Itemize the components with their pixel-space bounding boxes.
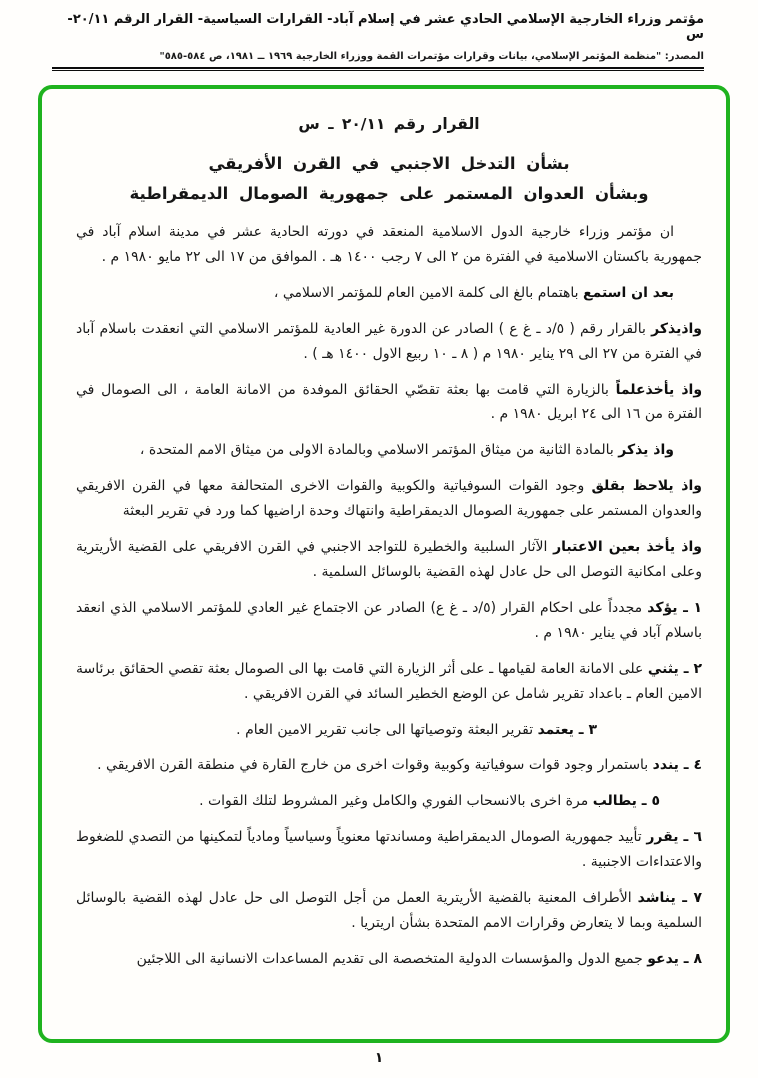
paragraph-clause: [76, 281, 702, 306]
page-number: ١: [374, 1050, 384, 1066]
paragraph-text: مرة اخرى بالانسحاب الفوري والكامل وغير المشروط لتلك القوات .: [199, 793, 589, 810]
paragraph-clause: [76, 317, 702, 367]
paragraph-lead: بعد ان استمع: [583, 284, 674, 301]
paragraph-item-2: [76, 657, 702, 707]
document-frame: [38, 85, 730, 1043]
paragraph-lead: ٥ ـ يطالب: [592, 793, 660, 810]
resolution-subject-line2: وبشأن العدوان المستمر على جمهورية الصومال الديمقراطية: [129, 184, 649, 203]
paragraph-text: تأييد جمهورية الصومال الديمقراطية ومساندتها معنوياً وسياسياً ومادياً لتمكينها من التصدي للضغوط والاعتداءات الاجنبية .: [76, 829, 702, 871]
paragraph-lead: ٧ ـ يناشد: [637, 890, 702, 907]
header-source: المصدر: "منظمة المؤتمر الإسلامي، بيانات وقرارات مؤتمرات القمة ووزراء الخارجية ١٩٦٩ ــ ١٩٨١، ص ٥٨٤-٥٨٥": [159, 51, 704, 62]
paragraph-lead: ٦ ـ يقرر: [646, 829, 703, 846]
paragraph-text: تقرير البعثة وتوصياتها الى جانب تقرير الامين العام .: [236, 721, 534, 738]
paragraph-preamble: [76, 220, 702, 270]
paragraph-item-1: [76, 596, 702, 646]
header-divider: [52, 67, 704, 71]
paragraph-clause: [76, 438, 702, 463]
paragraph-text: الآثار السلبية والخطيرة للتواجد الاجنبي في القرن الافريقي على القضية الأريترية وعلى امكانية التوصل الى حل عادل لهذه القضية بالوسائل السلمية .: [76, 539, 702, 580]
paragraph-text: وجود القوات السوفياتية والكوبية والقوات الاخرى المتحالفة معها في القرن الافريقي والعدوان المستمر على جمهورية الصومال الديمقراطية وانتهاك وحدة اراضيها كما ورد في تقرير البعثة: [76, 478, 702, 520]
paragraph-lead: ٣ ـ يعتمد: [537, 721, 597, 738]
paragraph-clause: [76, 474, 702, 524]
paragraph-text: باهتمام بالغ الى كلمة الامين العام للمؤتمر الاسلامي ،: [273, 284, 579, 301]
paragraph-text: بالمادة الثانية من ميثاق المؤتمر الاسلامي وبالمادة الاولى من ميثاق الامم المتحدة ،: [139, 442, 614, 459]
paragraph-lead: واذ يلاحظ بقلق: [591, 478, 702, 495]
paragraph-lead: واذ يأخذعلماً: [615, 381, 703, 398]
paragraph-text: على الامانة العامة لقيامها ـ على أثر الزيارة التي قامت بها الى الصومال بعثة تقصي الحقائق برئاسة الامين العام ـ باعداد تقرير شامل عن الوضع الخطير السائد في القرن الافريقي .: [76, 660, 702, 702]
paragraph-item-6: [76, 825, 702, 875]
resolution-number: القرار رقم ٢٠/١١ ـ س: [298, 115, 480, 133]
header-citation: مؤتمر وزراء الخارجية الإسلامي الحادي عشر في إسلام آباد- القرارات السياسية- القرار الرقم ٢٠/١١- س: [67, 12, 704, 42]
resolution-body: [76, 220, 702, 972]
paragraph-lead: ٤ ـ يندد: [652, 757, 702, 774]
paragraph-lead: واذيذكر: [651, 320, 703, 337]
paragraph-lead: واذ يذكر: [618, 442, 674, 459]
paragraph-lead: ٢ ـ يثني: [647, 660, 703, 677]
paragraph-item-5: [76, 789, 702, 814]
paragraph-text: بالقرار رقم ( ٥/د ـ غ ع ) الصادر عن الدورة غير العادية للمؤتمر الاسلامي التي انعقدت باسلام آباد في الفترة من ٢٧ الى ٢٩ يناير ١٩٨٠ م ( ٨ ـ ١٠ ربيع الاول ١٤٠٠ هـ ) .: [76, 320, 702, 362]
paragraph-text: باستمرار وجود قوات سوفياتية وكوبية وقوات اخرى من خارج القارة في منطقة القرن الافريقي .: [97, 757, 649, 774]
paragraph-item-4: [76, 753, 702, 778]
paragraph-lead: ١ ـ يؤكد: [647, 599, 703, 616]
paragraph-lead: ٨ ـ يدعو: [647, 950, 702, 967]
paragraph-text: بالزيارة التي قامت بها بعثة تقصّي الحقائق الموفدة من الامانة العامة ، الى الصومال في الفترة من ١٦ الى ٢٤ ابريل ١٩٨٠ م .: [76, 381, 702, 423]
resolution-subject-line1: بشأن التدخل الاجنبي في القرن الأفريقي: [208, 154, 570, 173]
paragraph-item-7: [76, 886, 702, 936]
page-header: [0, 0, 758, 71]
paragraph-text: مجدداً على احكام القرار (٥/د ـ غ ع) الصادر عن الاجتماع غير العادي للمؤتمر الاسلامي الذي انعقد باسلام آباد في يناير ١٩٨٠ م .: [76, 599, 702, 641]
paragraph-clause: [76, 535, 702, 585]
paragraph-text: جميع الدول والمؤسسات الدولية المتخصصة الى تقديم المساعدات الانسانية الى اللاجئين: [136, 950, 643, 967]
paragraph-item-8: [76, 947, 702, 972]
paragraph-text: ان مؤتمر وزراء خارجية الدول الاسلامية المنعقد في دورته الحادية عشر في مدينة اسلام آباد في جمهورية باكستان الاسلامية في الفترة من ٢ الى ٧ رجب ١٤٠٠ هـ . الموافق من ١٧ الى ٢٢ مايو ١٩٨٠ م .: [76, 224, 702, 265]
paragraph-lead: واذ يأخذ بعين الاعتبار: [553, 539, 702, 556]
paragraph-clause: [76, 378, 702, 428]
paragraph-text: الأطراف المعنية بالقضية الأريترية العمل من أجل التوصل الى حل عادل لهذه القضية بالوسائل السلمية وبما لا يتعارض وقرارات الامم المتحدة بشأن اريتريا .: [76, 890, 702, 931]
paragraph-item-3: [76, 718, 702, 743]
